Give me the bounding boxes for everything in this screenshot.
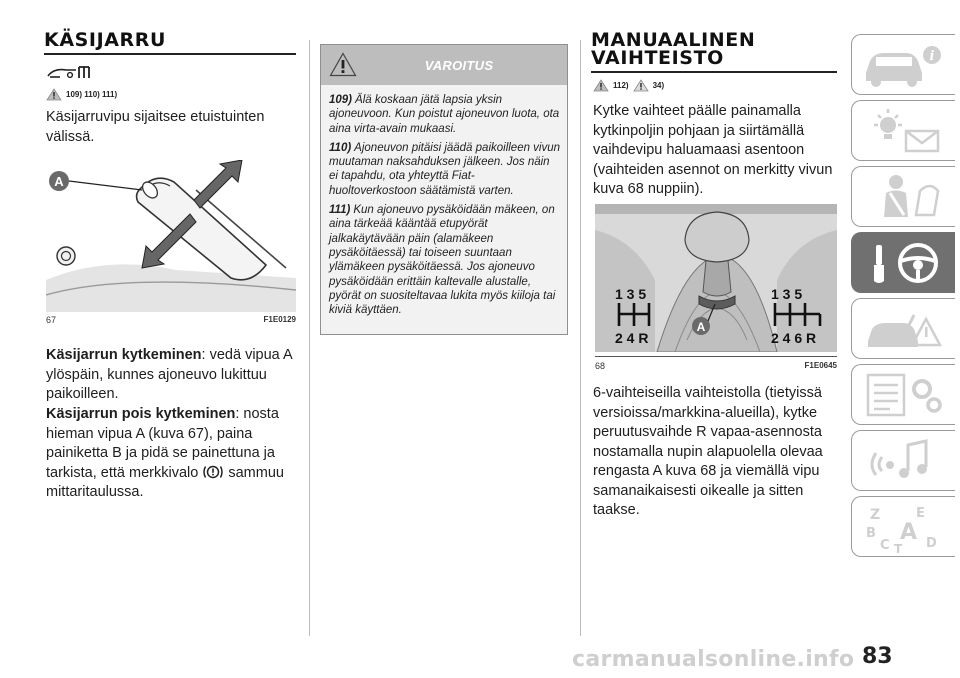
reverse-gear-text: 6-vaihteiseilla vaihteistolla (tietyissä versioissa/markkina-alueilla), kytke peruutusvaihde R vapaa-asennosta nostamalla nupin alapuolella olevaa rengasta A kuva 68 ja viemällä vipu samanaikaisesti oikealle ja sitten taakse. <box>593 385 823 518</box>
emergency-icon <box>860 303 950 355</box>
warning-reference <box>46 88 117 101</box>
figure-label-a: A <box>696 320 706 334</box>
column-divider <box>309 40 310 636</box>
warning-box <box>320 44 568 335</box>
svg-text:i: i <box>929 49 935 64</box>
figure-67 <box>46 160 296 312</box>
title-rule <box>591 71 837 73</box>
maintenance-icon <box>860 369 950 421</box>
warning-items <box>321 85 567 317</box>
gear-pattern-bottom: 2 4 R <box>615 330 649 346</box>
caution-triangle-icon <box>633 79 649 92</box>
tab-warning-lights[interactable] <box>851 100 955 161</box>
warning-triangle-icon <box>593 79 609 92</box>
release-heading: Käsijarrun pois kytkeminen <box>46 406 236 422</box>
warning-triangle-icon <box>46 88 62 101</box>
warning-reference-number: 112) <box>613 81 629 90</box>
figure-label-a: A <box>54 174 64 189</box>
warning-item <box>329 141 561 198</box>
warning-item-number: 111) <box>329 204 351 217</box>
tab-safety[interactable] <box>851 166 955 227</box>
handbrake-symbol-icon <box>46 64 98 85</box>
intro-text: Käsijarruvipu sijaitsee etuistuinten välissä. <box>46 109 265 145</box>
figure-68-caption <box>595 361 837 371</box>
chapter-tabs <box>851 34 955 562</box>
svg-text:T: T <box>894 542 903 553</box>
warning-item-number: 109) <box>329 94 353 106</box>
tab-car-info[interactable] <box>851 34 955 95</box>
multimedia-icon <box>860 435 950 487</box>
gearbox-intro-text: Kytke vaihteet päälle painamalla kytkinpoljin pohjaan ja siirtämällä vaihdevipu haluamaasi asentoon (vaihteiden asennot on merkitty vivun kuva 68 nuppiin). <box>593 103 833 197</box>
svg-text:B: B <box>866 526 876 541</box>
warning-item-text: Älä koskaan jätä lapsia yksin ajoneuvoon. Kun poistut ajoneuvon luota, ota aina virta-avain mukaasi. <box>329 94 560 135</box>
warning-box-title: VAROITUS <box>424 58 494 73</box>
section-title-handbrake: KÄSIJARRU <box>44 29 167 51</box>
warning-item-number: 110) <box>329 141 352 154</box>
steering-wheel-key-icon <box>860 237 950 289</box>
tab-maintenance[interactable] <box>851 364 955 425</box>
section-title-gearbox-line1: MANUAALINEN <box>591 29 756 51</box>
warning-reference <box>593 79 664 92</box>
engage-heading: Käsijarrun kytkeminen <box>46 347 202 363</box>
alphabetical-index-icon <box>860 501 950 553</box>
warning-box-header <box>321 45 567 85</box>
svg-text:D: D <box>926 536 937 551</box>
watermark: carmanualsonline.info <box>572 647 855 672</box>
warning-reference-numbers: 109) 110) 111) <box>66 90 118 99</box>
warning-lights-icon <box>860 105 950 157</box>
column-divider <box>580 40 581 636</box>
gear-pattern-top: 1 3 5 <box>771 286 803 302</box>
caution-reference-number: 34) <box>652 81 665 90</box>
page-number: 83 <box>862 644 893 669</box>
release-text-2: sammuu mittaritaulussa. <box>46 464 284 500</box>
figure-68 <box>595 200 837 352</box>
warning-item-text: Ajoneuvon pitäisi jäädä paikoilleen vivun muutaman naksahduksen jälkeen. Jos näin ei tapahdu, ota yhteyttä Fiat-huoltoverkostoon säätämistä varten. <box>329 141 561 197</box>
gear-shift-illustration <box>595 200 837 352</box>
car-info-icon <box>860 39 950 91</box>
figure-rule <box>595 356 837 357</box>
release-paragraph <box>46 405 298 503</box>
svg-text:C: C <box>880 538 890 553</box>
figure-code: F1E0645 <box>804 361 837 370</box>
gear-pattern-top: 1 3 5 <box>615 286 647 302</box>
svg-text:E: E <box>916 506 925 521</box>
title-rule <box>44 53 296 55</box>
brake-warning-light-icon <box>202 464 224 480</box>
svg-text:A: A <box>900 520 918 545</box>
warning-item <box>329 93 561 136</box>
section-title-gearbox-line2: VAIHTEISTO <box>591 47 724 69</box>
figure-number: 67 <box>46 315 57 325</box>
handbrake-illustration <box>46 160 296 312</box>
figure-code: F1E0129 <box>263 315 296 324</box>
warning-item <box>329 203 561 317</box>
safety-icon <box>860 171 950 223</box>
engage-text: : vedä vipua A ylöspäin, kunnes ajoneuvo lukittuu paikoilleen. <box>46 347 292 402</box>
tab-multimedia[interactable] <box>851 430 955 491</box>
tab-starting-driving[interactable] <box>851 232 955 293</box>
tab-index[interactable] <box>851 496 955 557</box>
tab-emergency[interactable] <box>851 298 955 359</box>
engage-paragraph <box>46 346 298 405</box>
svg-text:Z: Z <box>870 507 881 523</box>
release-text-1: : nosta hieman vipua A (kuva 67), paina painiketta B ja pidä se painettuna ja tarkista, että merkkivalo <box>46 406 279 481</box>
figure-number: 68 <box>595 361 606 371</box>
warning-item-text: Kun ajoneuvo pysäköidään mäkeen, on aina tärkeää kääntää etupyörät jalkakäytävään päin (alamäkeen pysäköitäessä) tai toiseen suuntaan ylämäkeen pysäköitäessä. Jos ajoneuvo pysäköidään erittäin kaltevalle alustalle, pyörät on suositeltavaa lukita myös kiiloja tai kiviä käyttäen. <box>329 204 556 317</box>
figure-67-caption <box>46 315 296 325</box>
gear-pattern-bottom: 2 4 6 R <box>771 330 817 346</box>
